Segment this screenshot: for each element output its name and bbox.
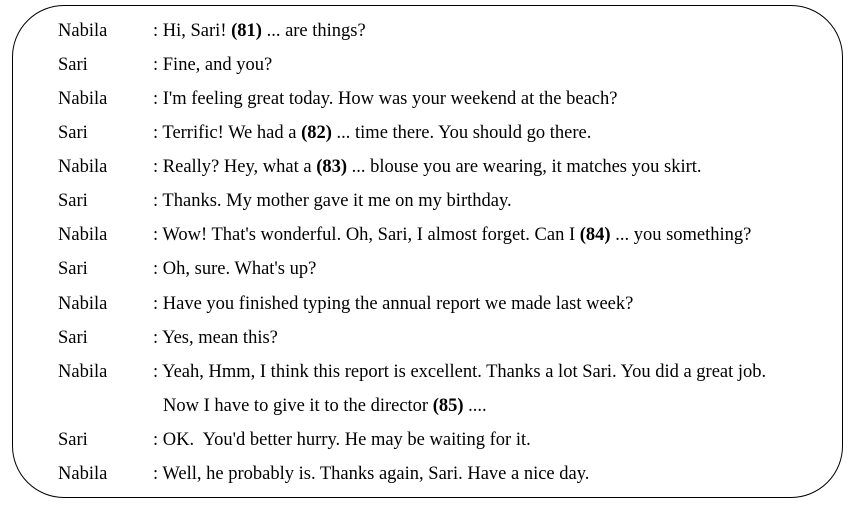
speaker-name: Sari bbox=[58, 429, 88, 450]
text-segment: ... time there. You should go there. bbox=[331, 123, 592, 144]
line-text bbox=[153, 260, 838, 279]
speaker-name: Nabila bbox=[58, 361, 108, 382]
line-text bbox=[153, 90, 838, 109]
dialogue-line bbox=[58, 321, 838, 355]
blank-number: (81) bbox=[231, 20, 262, 41]
text-segment: : Well, he probably is. Thanks again, Sari. Have a nice day. bbox=[153, 464, 590, 485]
text-segment: : Wow! That's wonderful. Oh, Sari, I almost forget. Can I bbox=[153, 225, 580, 246]
speaker-name: Nabila bbox=[58, 464, 108, 485]
text-segment: : Oh, sure. What's up? bbox=[153, 259, 317, 280]
dialogue-line bbox=[58, 184, 838, 218]
line-text bbox=[153, 295, 838, 314]
dialogue-line bbox=[58, 150, 838, 184]
line-text bbox=[153, 192, 838, 211]
line-text bbox=[153, 22, 838, 41]
speaker-name: Nabila bbox=[58, 225, 108, 246]
text-segment: : Yeah, Hmm, I think this report is excellent. Thanks a lot Sari. You did a great job. bbox=[153, 361, 767, 382]
dialogue-line bbox=[58, 14, 838, 48]
dialogue-line bbox=[58, 82, 838, 116]
line-text bbox=[153, 226, 838, 245]
blank-number: (84) bbox=[579, 225, 611, 246]
dialogue-line bbox=[58, 423, 838, 457]
text-segment: : Have you finished typing the annual report we made last week? bbox=[153, 293, 634, 314]
text-segment: : Fine, and you? bbox=[153, 54, 273, 75]
text-segment: : I'm feeling great today. How was your weekend at the beach? bbox=[153, 88, 618, 109]
blank-number: (83) bbox=[316, 157, 348, 178]
speaker-name: Sari bbox=[58, 123, 88, 144]
text-segment: : Hi, Sari! bbox=[153, 20, 232, 41]
dialogue bbox=[58, 14, 838, 491]
line-text bbox=[153, 158, 838, 177]
line-text bbox=[153, 56, 838, 75]
dialogue-line bbox=[58, 48, 838, 82]
text-segment: : OK. You'd better hurry. He may be waiting for it. bbox=[153, 429, 531, 450]
speaker-name: Nabila bbox=[58, 293, 108, 314]
text-segment: : Really? Hey, what a bbox=[153, 157, 317, 178]
text-segment: .... bbox=[463, 395, 487, 416]
line-text bbox=[153, 124, 838, 143]
speaker-name: Nabila bbox=[58, 88, 108, 109]
line-text bbox=[153, 431, 838, 450]
line-text bbox=[153, 465, 838, 484]
dialogue-line bbox=[58, 116, 838, 150]
speaker-name: Nabila bbox=[58, 20, 108, 41]
text-segment: Now I have to give it to the director bbox=[163, 395, 433, 416]
text-segment: : Yes, mean this? bbox=[153, 327, 278, 348]
text-segment: ... you something? bbox=[610, 225, 752, 246]
dialogue-line bbox=[58, 253, 838, 287]
speaker-name: Sari bbox=[58, 54, 88, 75]
speaker-name: Sari bbox=[58, 327, 88, 348]
blank-number: (82) bbox=[301, 123, 332, 144]
line-text bbox=[153, 329, 838, 348]
dialogue-line bbox=[58, 287, 838, 321]
speaker-name: Sari bbox=[58, 191, 88, 212]
line-text bbox=[153, 363, 838, 382]
dialogue-line bbox=[58, 457, 838, 491]
speaker-name: Nabila bbox=[58, 157, 108, 178]
text-segment: ... blouse you are wearing, it matches you skirt. bbox=[347, 157, 702, 178]
text-segment: ... are things? bbox=[261, 20, 366, 41]
blank-number: (85) bbox=[432, 395, 464, 416]
text-segment: : Thanks. My mother gave it me on my birthday. bbox=[153, 191, 512, 212]
dialogue-line bbox=[58, 219, 838, 253]
dialogue-line bbox=[58, 355, 838, 389]
speaker-name: Sari bbox=[58, 259, 88, 280]
line-text bbox=[153, 397, 838, 416]
text-segment: : Terrific! We had a bbox=[153, 123, 302, 144]
dialogue-line-continuation bbox=[58, 389, 838, 423]
